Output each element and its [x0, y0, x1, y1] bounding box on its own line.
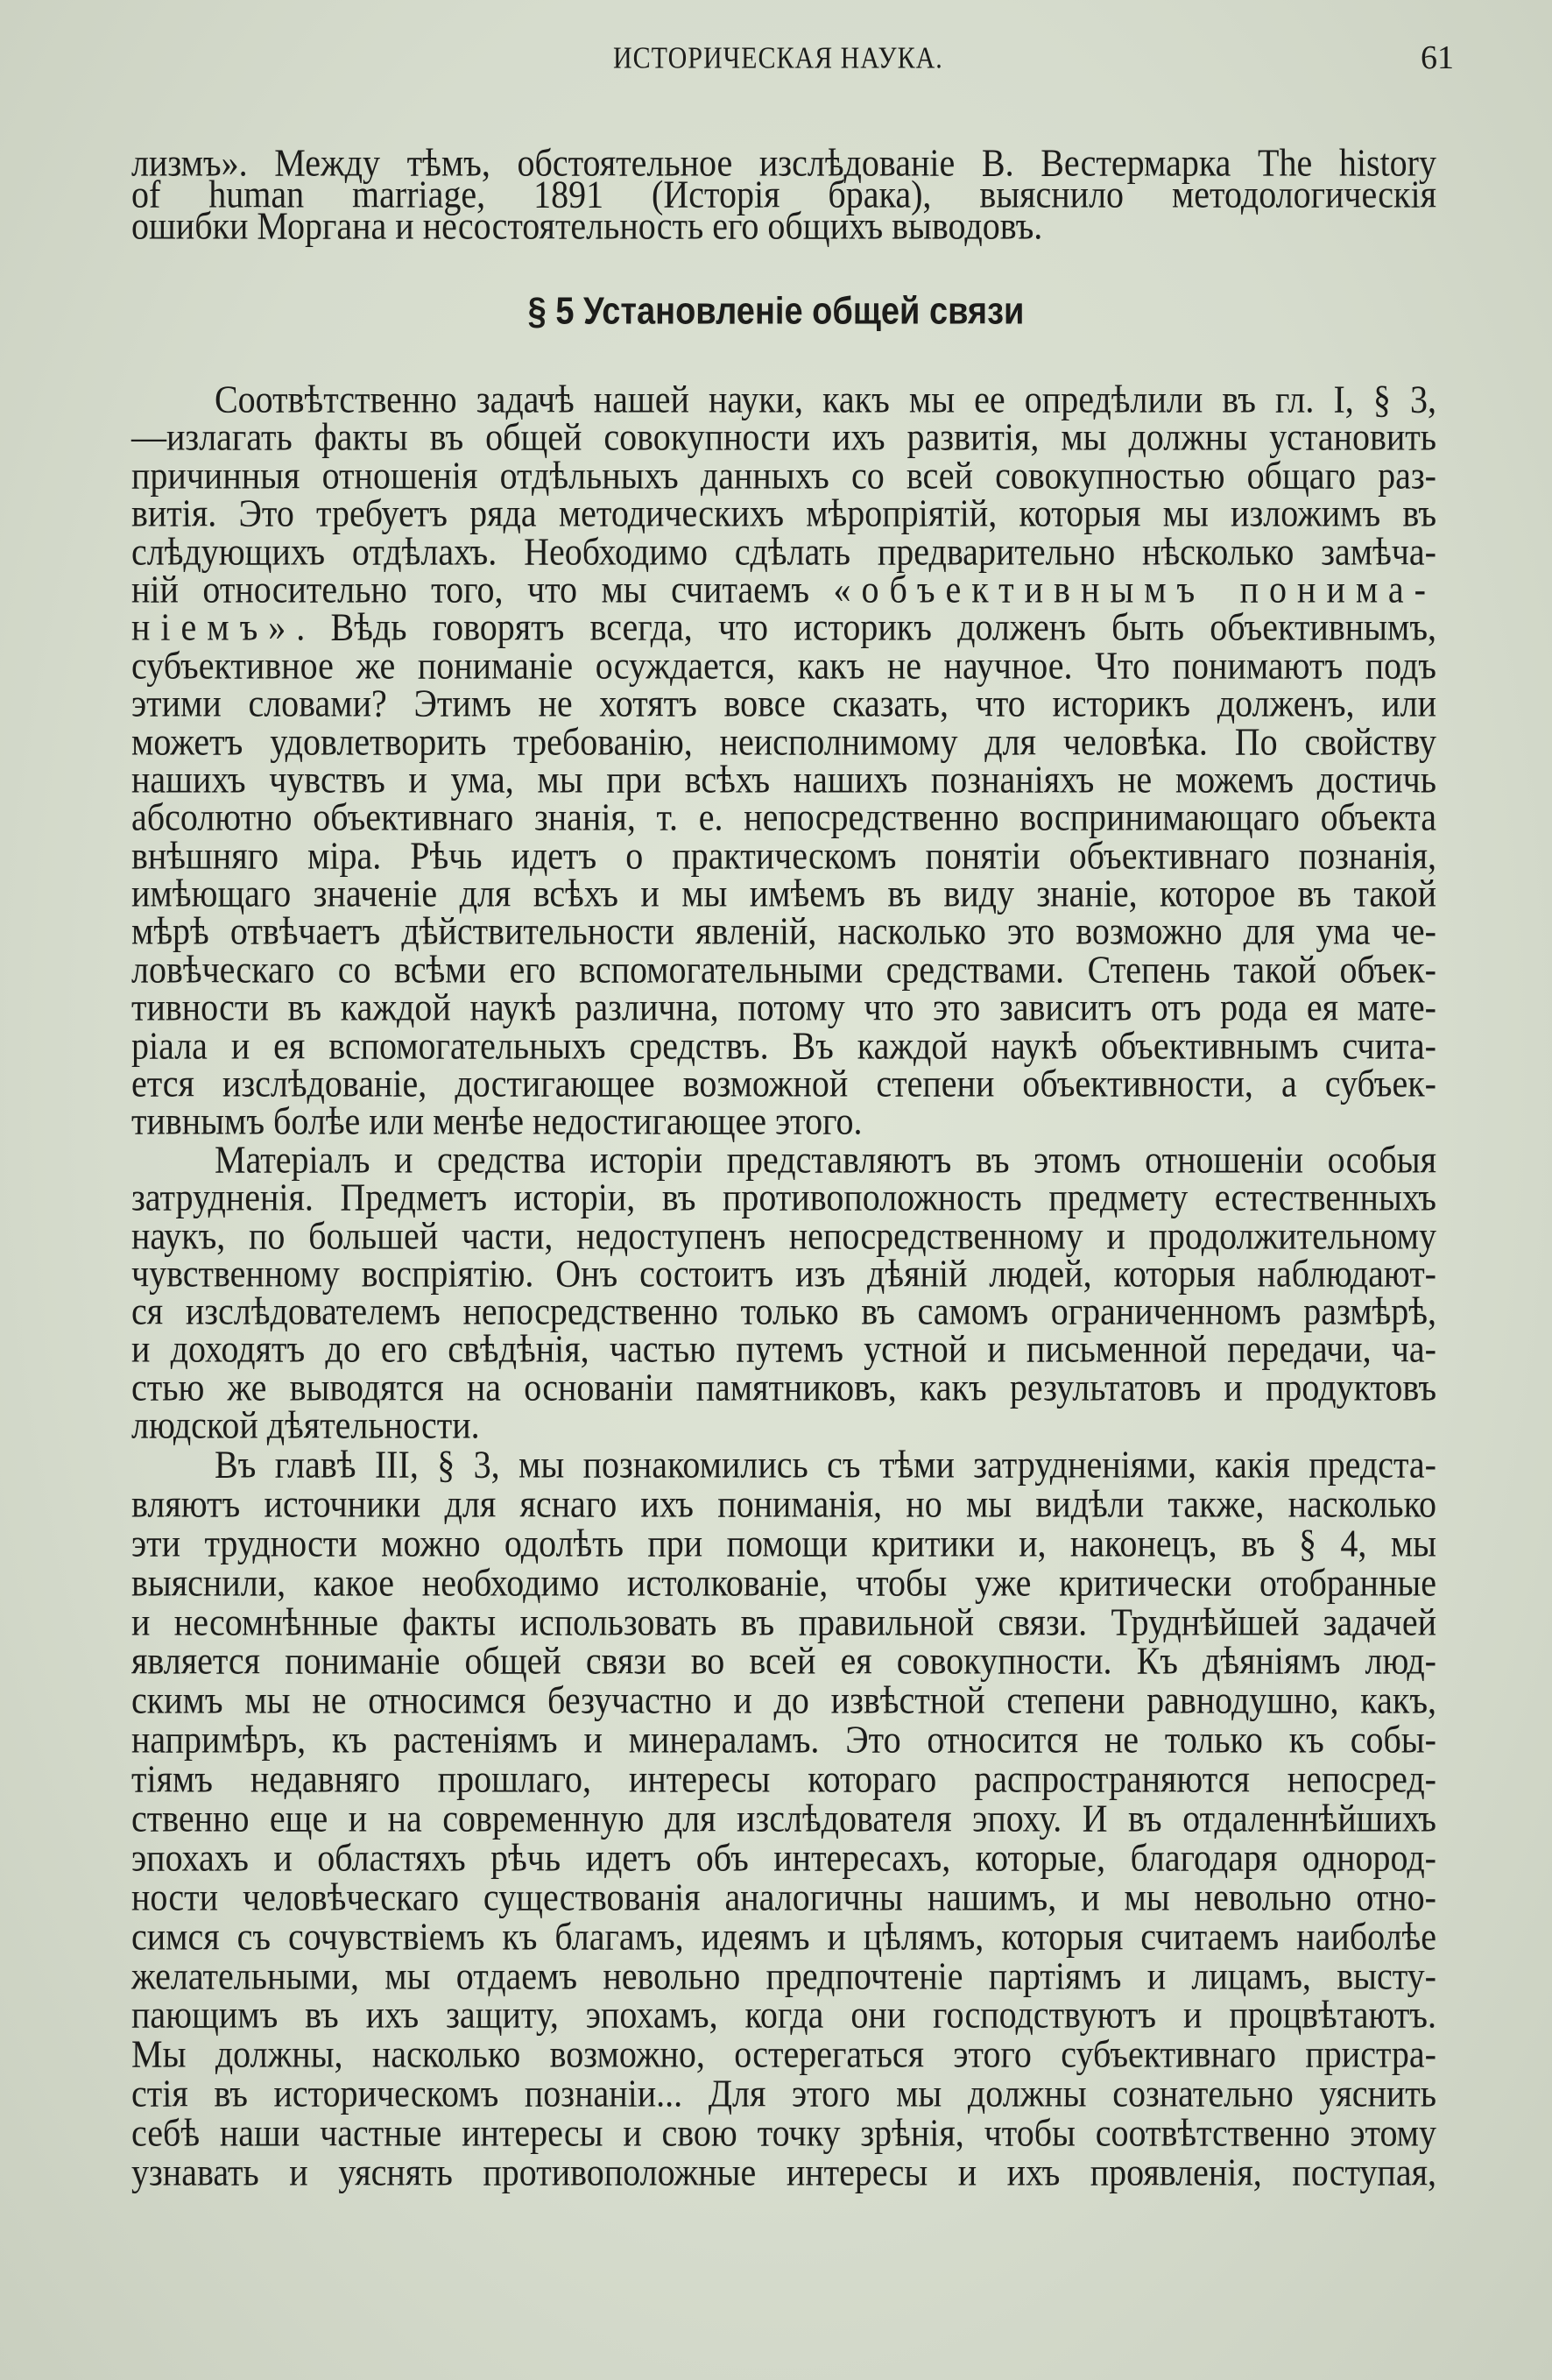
text-line: ловѣческаго со всѣми его вспомогательными средствами. Степень такой объек- [131, 947, 1436, 992]
section-heading: § 5 Установленіе общей связи [527, 290, 1025, 334]
emphasized-term: «объективнымъ понима- [833, 567, 1436, 611]
text-line: тивнымъ болѣе или менѣе недостигающее этого. [131, 1098, 863, 1144]
paragraph-continuation [131, 140, 1436, 248]
text-line: —излагать факты въ общей совокупности ихъ развитія, мы должны установить [131, 414, 1436, 460]
text-line: можетъ удовлетворить требованію, неисполнимому для человѣка. По свойству [131, 718, 1436, 764]
text-line: пающимъ въ ихъ защиту, эпохамъ, когда они господствуютъ и процвѣтаютъ. [131, 1992, 1436, 2037]
paragraph-materials [131, 1137, 1436, 1447]
text-line: эти трудности можно одолѣть при помощи критики и, наконецъ, въ § 4, мы [131, 1520, 1436, 1565]
text-line: ется изслѣдованіе, достигающее возможной степени объективности, а субъек- [131, 1061, 1436, 1105]
paragraph-objectivity [131, 377, 1436, 1144]
text-line: является пониманіе общей связи во всей ея совокупности. Къ дѣяніямъ люд- [131, 1638, 1436, 1684]
text-line: напримѣръ, къ растеніямъ и минераламъ. Это относится не только къ собы- [131, 1717, 1436, 1762]
text-line: стія въ историческомъ познаніи... Для этого мы должны сознательно уяснить [131, 2071, 1436, 2115]
text-line: Въ главѣ III, § 3, мы познакомились съ тѣми затрудненіями, какія предста- [215, 1442, 1436, 1487]
text-line: вляютъ источники для яснаго ихъ пониманія, но мы видѣли также, насколько [131, 1481, 1436, 1526]
text-line: ошибки Моргана и несостоятельность его общихъ выводовъ. [131, 203, 1043, 248]
text-line: внѣшняго міра. Рѣчь идетъ о практическомъ понятіи объективнаго познанія, [131, 832, 1436, 878]
text-line: Мы должны, насколько возможно, остерегаться этого субъективнаго пристра- [131, 2031, 1436, 2076]
text-line: людской дѣятельности. [131, 1402, 480, 1447]
text-line: ріала и ея вспомогательныхъ средствъ. Въ каждой наукѣ объективнымъ счита- [131, 1022, 1436, 1068]
text-line: затрудненія. Предметъ исторіи, въ противоположность предмету естественныхъ [131, 1175, 1436, 1219]
text-line: тіямъ недавняго прошлаго, интересы котораго распространяются непосред- [131, 1756, 1436, 1801]
text-line: лизмъ». Между тѣмъ, обстоятельное изслѣдованіе В. Вестермарка The history [131, 140, 1436, 185]
text-line: желательными, мы отдаемъ невольно предпочтеніе партіямъ и лицамъ, высту- [131, 1953, 1436, 1998]
text-line: узнавать и уяснять противоположные интересы и ихъ проявленія, поступая, [131, 2150, 1436, 2194]
text-line: причинныя отношенія отдѣльныхъ данныхъ со всей совокупностью общаго раз- [131, 453, 1436, 498]
paragraph-general-connection [131, 1442, 1436, 2194]
text-line: и доходятъ до его свѣдѣнія, частью путемъ устной и письменной передачи, ча- [131, 1326, 1436, 1372]
text-line: этими словами? Этимъ не хотятъ вовсе сказать, что историкъ долженъ, или [131, 681, 1436, 725]
text-line: стью же выводятся на основаніи памятниковъ, какъ результатовъ и продуктовъ [131, 1365, 1436, 1409]
text-line: скимъ мы не относимся безучастно и до извѣстной степени равнодушно, какъ, [131, 1677, 1436, 1722]
text-line: of human marriage, 1891 (Исторія брака), выяснило методологическія [131, 172, 1436, 216]
page-header [0, 39, 1552, 82]
text-line: ся изслѣдователемъ непосредственно только въ самомъ ограниченномъ размѣрѣ, [131, 1289, 1436, 1333]
text-line: витія. Это требуетъ ряда методическихъ мѣропріятій, которыя мы изложимъ въ [131, 491, 1436, 535]
text-line: субъективное же пониманіе осуждается, какъ не научное. Что понимаютъ подъ [131, 643, 1436, 688]
text-line: и несомнѣнные факты использовать въ правильной связи. Труднѣйшей задачей [131, 1599, 1436, 1644]
text-line: себѣ наши частные интересы и свою точку зрѣнія, чтобы соотвѣтственно этому [131, 2110, 1436, 2155]
text-line: слѣдующихъ отдѣлахъ. Необходимо сдѣлать предварительно нѣсколько замѣча- [131, 528, 1436, 574]
text-line: ній относительно того, что мы считаемъ «объективнымъ понима- [131, 567, 1436, 611]
text-line: симся съ сочувствіемъ къ благамъ, идеямъ и цѣлямъ, которыя считаемъ наиболѣе [131, 1913, 1436, 1959]
page-number: 61 [1421, 39, 1454, 76]
text-line: Соотвѣтственно задачѣ нашей науки, какъ мы ее опредѣлили въ гл. I, § 3, [215, 377, 1436, 421]
text-line: ніемъ». Вѣдь говорятъ всегда, что историкъ долженъ быть объективнымъ, [131, 604, 1436, 650]
text-line: абсолютно объективнаго знанія, т. е. непосредственно воспринимающаго объекта [131, 795, 1436, 839]
text-line: выяснили, какое необходимо истолкованіе, чтобы уже критически отобранные [131, 1559, 1436, 1605]
running-title: ИСТОРИЧЕСКАЯ НАУКА. [613, 41, 943, 75]
text-line: чувственному воспріятію. Онъ состоитъ изъ дѣяній людей, которыя наблюдают- [131, 1251, 1436, 1296]
text-line: имѣющаго значеніе для всѣхъ и мы имѣемъ въ виду знаніе, которое въ такой [131, 871, 1436, 915]
text-line: Матеріалъ и средства исторіи представляютъ въ этомъ отношеніи особыя [215, 1137, 1436, 1182]
text-line: нашихъ чувствъ и ума, мы при всѣхъ нашихъ познаніяхъ не можемъ достичь [131, 757, 1436, 802]
text-line: наукъ, по большей части, недоступенъ непосредственному и продолжительному [131, 1212, 1436, 1258]
text-line: эпохахъ и областяхъ рѣчь идетъ объ интересахъ, которые, благодаря однород- [131, 1835, 1436, 1880]
text-line: мѣрѣ отвѣчаетъ дѣйствительности явленій, насколько это возможно для ума че- [131, 908, 1436, 954]
text-line: ственно еще и на современную для изслѣдователя эпоху. И въ отдаленнѣйшихъ [131, 1796, 1436, 1840]
emphasized-term: ніемъ» [131, 604, 297, 650]
text-line: ности человѣческаго существованія аналогичны нашимъ, и мы невольно отно- [131, 1874, 1436, 1919]
text-line: тивности въ каждой наукѣ различна, потому что это зависитъ отъ рода ея мате- [131, 985, 1436, 1029]
